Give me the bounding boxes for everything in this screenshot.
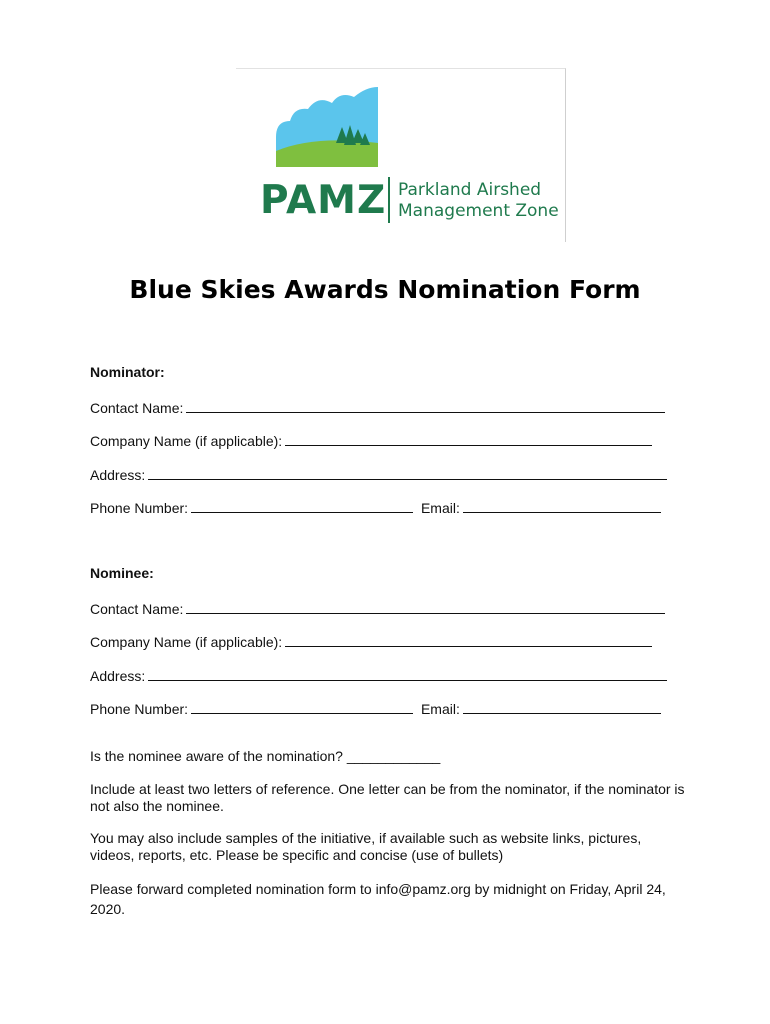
nominator-contact-name-blank[interactable] (186, 398, 665, 413)
nominee-contact-name-label: Contact Name: (90, 601, 184, 617)
nominee-heading: Nominee: (90, 565, 154, 581)
nominator-company-name-field[interactable] (90, 431, 652, 449)
form-title: Blue Skies Awards Nomination Form (129, 275, 641, 304)
nominee-company-name-field[interactable] (90, 632, 652, 650)
nominator-contact-name-field[interactable] (90, 398, 665, 416)
nominator-address-label: Address: (90, 467, 146, 483)
nominator-email-label: Email: (420, 500, 460, 516)
nominator-phone-field[interactable] (90, 498, 661, 516)
pamz-logo (236, 68, 566, 242)
samples-note: You may also include samples of the initiative, if available such as website links, pictures, videos, reports, etc. Please be specific and concise (use of bullets) (90, 830, 642, 863)
nominator-company-name-blank[interactable] (285, 431, 652, 446)
logo-subtitle (398, 180, 559, 222)
nominee-phone-field[interactable] (90, 699, 661, 717)
sky-landscape-icon (274, 87, 378, 167)
nominator-heading: Nominator: (90, 364, 165, 380)
logo-divider (388, 177, 390, 223)
logo-wordmark: PAMZ (260, 178, 387, 223)
nominator-phone-label: Phone Number: (90, 500, 189, 516)
logo-subtitle-line1: Parkland Airshed (398, 180, 542, 200)
references-note: Include at least two letters of reference. One letter can be from the nominator, if the nominator is not also the nominee. (90, 781, 685, 814)
nominee-address-blank[interactable] (148, 666, 667, 681)
nominee-email-blank[interactable] (463, 699, 661, 714)
nominee-address-field[interactable] (90, 666, 667, 684)
nominee-address-label: Address: (90, 668, 146, 684)
nominator-email-blank[interactable] (463, 498, 661, 513)
nominator-contact-name-label: Contact Name: (90, 400, 184, 416)
logo-subtitle-line2: Management Zone (398, 201, 559, 221)
nominee-company-name-blank[interactable] (285, 632, 652, 647)
nominator-phone-blank[interactable] (191, 498, 413, 513)
awareness-question: Is the nominee aware of the nomination? ____________ (90, 748, 441, 764)
nominator-address-field[interactable] (90, 465, 667, 483)
nominator-address-blank[interactable] (148, 465, 667, 480)
nominee-contact-name-field[interactable] (90, 599, 665, 617)
nominee-phone-label: Phone Number: (90, 701, 189, 717)
nominator-company-name-label: Company Name (if applicable): (90, 433, 283, 449)
nominee-email-label: Email: (420, 701, 460, 717)
nominee-phone-blank[interactable] (191, 699, 413, 714)
nominee-company-name-label: Company Name (if applicable): (90, 634, 283, 650)
submission-note: Please forward completed nomination form to info@pamz.org by midnight on Friday, April 24, 2020. (90, 881, 666, 917)
nominee-contact-name-blank[interactable] (186, 599, 665, 614)
